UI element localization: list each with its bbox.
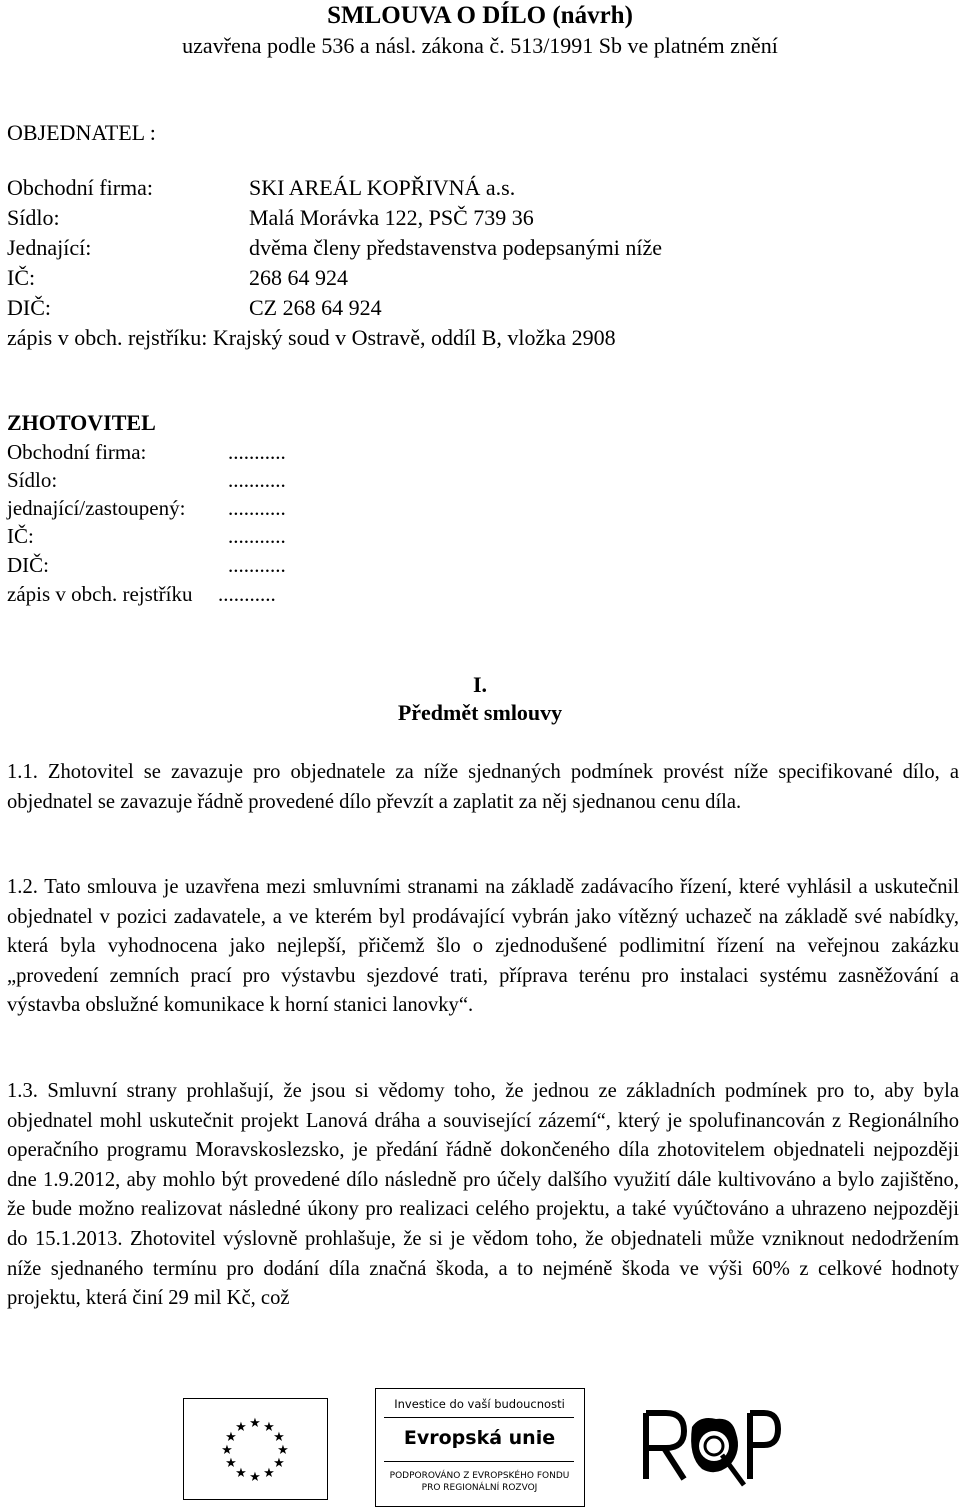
- zhotovitel-row-sidlo: [0, 468, 960, 496]
- svg-text:★: ★: [263, 1420, 275, 1435]
- objednatel-registry: zápis v obch. rejstříku: Krajský soud v Ostravě, oddíl B, vložka 2908: [7, 325, 616, 350]
- svg-text:★: ★: [273, 1456, 285, 1471]
- svg-text:★: ★: [277, 1443, 289, 1458]
- section-number: I.: [472, 672, 488, 697]
- document-title: SMLOUVA O DÍLO (návrh): [327, 2, 633, 29]
- objednatel-row-firma: [0, 175, 960, 205]
- divider: [384, 1417, 574, 1418]
- zhotovitel-heading: ZHOTOVITEL: [7, 410, 156, 435]
- row-value: 268 64 924: [249, 265, 348, 290]
- objednatel-row-ic: [0, 265, 960, 295]
- row-value: CZ 268 64 924: [249, 295, 382, 320]
- row-label: Sídlo:: [7, 468, 58, 492]
- row-label: jednající/zastoupený:: [7, 496, 186, 520]
- paragraph-1-1: 1.1. Zhotovitel se zavazuje pro objednatele za níže sjednaných podmínek provést níže specifikované dílo, a objednatel se zavazuje řádně provedené dílo převzít a zaplatit za něj sjednanou cenu díla.: [7, 761, 959, 813]
- eu-stars-icon: [184, 1399, 326, 1498]
- objednatel-row-dic: [0, 295, 960, 325]
- row-value: ...........: [228, 440, 286, 464]
- row-label: Sídlo:: [7, 205, 60, 230]
- svg-text:★: ★: [249, 1416, 261, 1431]
- eu-tagline: Investice do vaší budoucnosti: [394, 1397, 565, 1411]
- eu-fund-line-1: PODPOROVÁNO Z EVROPSKÉHO FONDU: [389, 1471, 570, 1481]
- zhotovitel-row-jednajici: [0, 496, 960, 524]
- svg-text:★: ★: [225, 1456, 237, 1471]
- row-value: ...........: [228, 524, 286, 548]
- row-value: dvěma členy představenstva podepsanými níže: [249, 235, 662, 260]
- svg-text:★: ★: [225, 1430, 237, 1445]
- rop-logo: [640, 1393, 782, 1503]
- row-value: ...........: [218, 582, 276, 606]
- row-label: Obchodní firma:: [7, 440, 147, 464]
- section-title: Předmět smlouvy: [397, 700, 563, 725]
- svg-text:★: ★: [249, 1470, 261, 1485]
- svg-text:★: ★: [235, 1466, 247, 1481]
- eu-info-box: [375, 1388, 585, 1507]
- divider: [384, 1461, 574, 1462]
- row-value: SKI AREÁL KOPŘIVNÁ a.s.: [249, 175, 516, 200]
- paragraph-1-2: 1.2. Tato smlouva je uzavřena mezi smluvními stranami na základě zadávacího řízení, které vyhlásil a uskutečnil objednatel v pozici zadavatele, a ve kterém byl prodávající vybrán jako vítězný uchazeč na základě své nabídky, která byla vyhodnocena jako nejlepší, přičemž šlo o zjednodušené podlimitní řízení na veřejnou zakázku „provedení zemních prací pro výstavbu sjezdové trati, příprava terénu pro instalaci systému zasněžování a výstavba obslužné komunikace k horní stanici lanovky“.: [7, 876, 959, 1017]
- objednatel-row-jednajici: [0, 235, 960, 265]
- row-label: IČ:: [7, 265, 36, 290]
- row-label: Obchodní firma:: [7, 175, 154, 200]
- row-label: Jednající:: [7, 235, 92, 260]
- row-label: IČ:: [7, 524, 34, 548]
- row-label: DIČ:: [7, 553, 49, 577]
- zhotovitel-row-ic: [0, 524, 960, 552]
- rop-logo-icon: [640, 1393, 782, 1503]
- objednatel-row-sidlo: [0, 205, 960, 235]
- zhotovitel-row-firma: [0, 440, 960, 468]
- row-value: ...........: [228, 496, 286, 520]
- paragraph-1-3: 1.3. Smluvní strany prohlašují, že jsou si vědomy toho, že jednou ze základních podmínek pro to, aby byla objednatel mohl uskutečnit projekt Lanová dráha a související zázemí“, který je spolufinancován z Regionálního operačního programu Moravskoslezsko, je předání řádně dokončeného díla zhotovitelem objednateli nejpozději dne 1.9.2012, aby mohlo být provedené dílo následně pro účely dalšího využití dále kultivováno a bylo zajištěno, že bude možno realizovat následné úkony pro realizaci celého projektu, a také vyúčtováno a uhrazeno nejpozději do 15.1.2013. Zhotovitel výslovně prohlašuje, že si je vědom toho, že objednateli může vzniknout nedodržením níže sjednaného termínu pro dodání díla značná škoda, a to nejméně škoda ve výši 60% z celkové hodnoty projektu, která činí 29 mil Kč, což: [7, 1080, 959, 1310]
- eu-name: Evropská unie: [403, 1427, 556, 1449]
- row-value: ...........: [228, 468, 286, 492]
- zhotovitel-row-rejstrik: [0, 582, 960, 610]
- eu-flag-logo: [183, 1398, 328, 1500]
- zhotovitel-row-dic: [0, 553, 960, 581]
- row-value: Malá Morávka 122, PSČ 739 36: [249, 205, 534, 230]
- eu-fund-line-2: PRO REGIONÁLNÍ ROZVOJ: [421, 1483, 538, 1493]
- svg-text:★: ★: [263, 1466, 275, 1481]
- row-label: zápis v obch. rejstříku: [7, 582, 193, 606]
- document-subtitle: uzavřena podle 536 a násl. zákona č. 513/1991 Sb ve platném znění: [182, 33, 778, 58]
- row-label: DIČ:: [7, 295, 51, 320]
- svg-text:★: ★: [235, 1420, 247, 1435]
- row-value: ...........: [228, 553, 286, 577]
- svg-text:★: ★: [273, 1430, 285, 1445]
- svg-text:★: ★: [221, 1443, 233, 1458]
- objednatel-heading: OBJEDNATEL :: [7, 120, 156, 145]
